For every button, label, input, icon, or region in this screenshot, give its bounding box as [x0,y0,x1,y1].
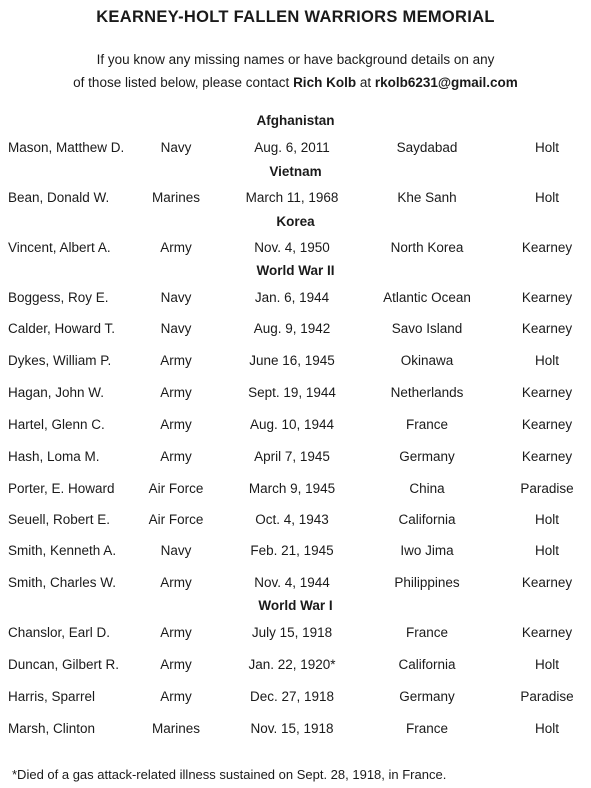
table-row [0,385,591,405]
row-name: Smith, Kenneth A. [8,543,117,558]
row-branch: Navy [160,543,192,558]
intro-line-1 [0,52,591,67]
table-row [0,721,591,741]
row-place: Iwo Jima [400,543,454,558]
section-heading-vietnam: Vietnam [269,164,322,179]
row-date: July 15, 1918 [251,625,333,640]
table-row [0,240,591,260]
row-date: June 16, 1945 [249,353,335,368]
row-town: Kearney [521,417,573,432]
row-town: Kearney [521,385,573,400]
row-name: Marsh, Clinton [8,721,96,736]
row-branch: Marines [151,190,200,205]
intro-line-2 [0,75,591,90]
section-heading-world-war-ii: World War II [256,263,335,278]
row-place: France [405,625,449,640]
row-branch: Army [160,240,192,255]
row-branch: Air Force [148,481,204,496]
row-name: Hagan, John W. [8,385,105,400]
row-place: Philippines [394,575,460,590]
row-branch: Army [160,575,192,590]
row-name: Duncan, Gilbert R. [8,657,120,672]
intro-text-1: If you know any missing names or have background details on any [96,52,495,67]
row-place: Okinawa [400,353,454,368]
row-town: Holt [534,721,559,736]
row-branch: Army [160,689,192,704]
row-date: March 9, 1945 [248,481,336,496]
table-row [0,353,591,373]
table-row [0,543,591,563]
row-place: North Korea [390,240,464,255]
row-branch: Army [160,657,192,672]
intro-text-3: at [356,75,375,90]
row-branch: Marines [151,721,200,736]
footnote: *Died of a gas attack-related illness sustained on Sept. 28, 1918, in France. [12,767,447,782]
row-name: Calder, Howard T. [8,321,116,336]
table-row [0,657,591,677]
row-name: Vincent, Albert A. [8,240,111,255]
row-town: Paradise [520,689,574,704]
row-name: Smith, Charles W. [8,575,117,590]
row-date: Aug. 9, 1942 [253,321,331,336]
row-town: Holt [534,353,559,368]
table-row [0,190,591,210]
row-branch: Air Force [148,512,204,527]
row-date: Jan. 6, 1944 [254,290,330,305]
row-date: Oct. 4, 1943 [255,512,329,527]
intro-text-2: of those listed below, please contact [73,75,294,90]
row-name: Seuell, Robert E. [8,512,111,527]
row-town: Holt [534,512,559,527]
row-place: California [398,657,456,672]
row-branch: Army [160,353,192,368]
row-date: Nov. 4, 1944 [254,575,330,590]
row-branch: Navy [160,290,192,305]
row-name: Harris, Sparrel [8,689,96,704]
row-town: Holt [534,190,559,205]
row-date: Aug. 6, 2011 [254,140,330,155]
row-name: Boggess, Roy E. [8,290,109,305]
table-row [0,512,591,532]
row-place: Saydabad [396,140,458,155]
row-town: Kearney [521,575,573,590]
row-place: France [405,417,449,432]
table-row [0,321,591,341]
row-place: California [398,512,456,527]
row-name: Hartel, Glenn C. [8,417,105,432]
row-name: Mason, Matthew D. [8,140,125,155]
section-heading-world-war-i: World War I [258,598,333,613]
row-branch: Navy [160,321,192,336]
table-row [0,625,591,645]
row-date: Nov. 4, 1950 [254,240,330,255]
row-town: Kearney [521,449,573,464]
row-town: Kearney [521,321,573,336]
table-row [0,481,591,501]
row-date: Jan. 22, 1920* [248,657,336,672]
row-place: Netherlands [390,385,464,400]
row-name: Porter, E. Howard [8,481,115,496]
row-place: Khe Sanh [397,190,457,205]
row-town: Holt [534,140,559,155]
row-town: Holt [534,543,559,558]
table-row [0,449,591,469]
row-branch: Army [160,625,192,640]
table-row [0,575,591,595]
row-place: Atlantic Ocean [383,290,471,305]
row-name: Bean, Donald W. [8,190,110,205]
row-branch: Army [160,449,192,464]
row-place: Germany [399,689,455,704]
row-date: Dec. 27, 1918 [249,689,335,704]
row-date: Nov. 15, 1918 [250,721,334,736]
row-date: April 7, 1945 [254,449,330,464]
row-place: France [405,721,449,736]
row-branch: Navy [160,140,192,155]
row-place: Savo Island [391,321,463,336]
section-heading-afghanistan: Afghanistan [256,113,335,128]
row-place: China [409,481,445,496]
page-title: KEARNEY-HOLT FALLEN WARRIORS MEMORIAL [96,8,495,26]
row-town: Paradise [520,481,574,496]
section-heading-korea: Korea [276,214,315,229]
row-branch: Army [160,385,192,400]
row-place: Germany [399,449,455,464]
row-town: Kearney [521,290,573,305]
row-name: Dykes, William P. [8,353,112,368]
row-town: Kearney [521,240,573,255]
contact-name: Rich Kolb [293,75,357,90]
row-date: Aug. 10, 1944 [249,417,335,432]
row-town: Holt [534,657,559,672]
table-row [0,417,591,437]
row-town: Kearney [521,625,573,640]
row-name: Chanslor, Earl D. [8,625,111,640]
table-row [0,140,591,160]
table-row [0,290,591,310]
row-branch: Army [160,417,192,432]
row-date: Feb. 21, 1945 [250,543,334,558]
table-row [0,689,591,709]
row-date: Sept. 19, 1944 [248,385,336,400]
row-name: Hash, Loma M. [8,449,100,464]
contact-email: rkolb6231@gmail.com [374,75,518,90]
row-date: March 11, 1968 [245,190,339,205]
